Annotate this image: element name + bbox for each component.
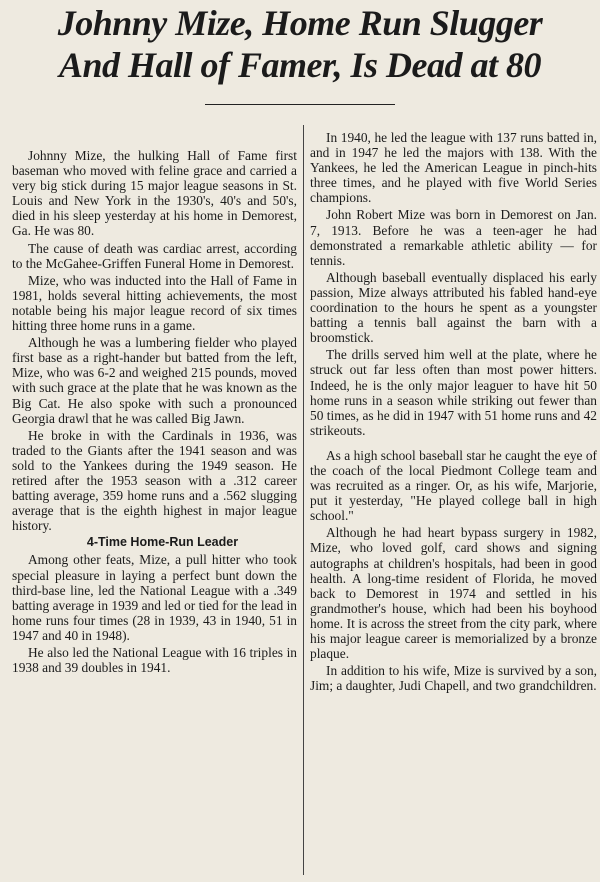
headline	[0, 2, 600, 86]
left-column	[12, 148, 297, 677]
paragraph: Among other feats, Mize, a pull hitter who took special pleasure in laying a perfect bunt down the third-base line, led the National League with a .349 batting average in 1939 and led or tied for the lead in home runs four times (28 in 1939, 43 in 1940, 51 in 1947 and 40 in 1948).	[12, 552, 297, 643]
paragraph: Mize, who was inducted into the Hall of Fame in 1981, holds several hitting achievements, the most notable being his major league record of six times hitting three home runs in a game.	[12, 272, 297, 334]
headline-line-2: And Hall of Famer, Is Dead at 80	[58, 45, 542, 85]
paragraph: He broke in with the Cardinals in 1936, was traded to the Giants after the 1941 season and was sold to the Yankees during the 1949 season. He retired after the 1953 season with a .312 career batting average, 359 home runs and a .562 slugging average that is the eighth highest in major league history.	[12, 427, 297, 534]
paragraph: The cause of death was cardiac arrest, according to the McGahee-Griffen Funeral Home in Demorest.	[12, 240, 297, 271]
paragraph: The drills served him well at the plate, where he struck out far less often than most power hitters. Indeed, he is the only major leaguer to have hit 50 home runs in a season while striking out fewer than 50 times, as he did in 1947 with 51 home runs and 42 strikeouts.	[310, 347, 597, 438]
paragraph: As a high school baseball star he caught the eye of the coach of the local Piedmont College team and was recruited as a ringer. Or, as his wife, Marjorie, put it yesterday, "He played college ball in high school."	[310, 447, 597, 524]
paragraph-gap	[310, 440, 597, 448]
paragraph: Although he was a lumbering fielder who played first base as a right-hander but batted from the left, Mize, who was 6-2 and weighed 215 pounds, moved with such grace at the plate that he was known as the Big Cat. He also spoke with such a pronounced Georgia drawl that he was called Big Jawn.	[12, 335, 297, 426]
column-divider	[303, 125, 304, 875]
paragraph: He also led the National League with 16 triples in 1938 and 39 doubles in 1941.	[12, 645, 297, 676]
paragraph: Johnny Mize, the hulking Hall of Fame first baseman who moved with feline grace and carried a very big stick during 15 major league seasons in St. Louis and New York in the 1930's, 40's and 50's, died in his sleep yesterday at his home in Demorest, Ga. He was 80.	[12, 148, 297, 239]
paragraph: John Robert Mize was born in Demorest on Jan. 7, 1913. Before he was a teen-ager he had demonstrated a remarkable athletic ability — for tennis.	[310, 207, 597, 268]
paragraph: Although baseball eventually displaced his early passion, Mize always attributed his fabled hand-eye coordination to the hours he spent as a youngster batting a tennis ball against the barn with a broomstick.	[310, 269, 597, 346]
paragraph: In addition to his wife, Mize is survived by a son, Jim; a daughter, Judi Chapell, and two grandchildren.	[310, 663, 597, 694]
right-column	[310, 130, 597, 695]
section-subhead: 4-Time Home-Run Leader	[86, 535, 239, 550]
headline-line-1: Johnny Mize, Home Run Slugger	[57, 3, 543, 43]
headline-rule	[205, 104, 395, 105]
paragraph: In 1940, he led the league with 137 runs batted in, and in 1947 he led the majors with 138. With the Yankees, he led the American League in pinch-hits three times, and he played with five World Series champions.	[310, 130, 597, 206]
paragraph: Although he had heart bypass surgery in 1982, Mize, who loved golf, card shows and signing autographs at children's hospitals, had been in good health. A long-time resident of Florida, he moved back to Demorest in 1974 and settled in his grandmother's house, which had been his boyhood home. It is across the street from the city park, where his major league career is memorialized by a bronze plaque.	[310, 525, 597, 662]
